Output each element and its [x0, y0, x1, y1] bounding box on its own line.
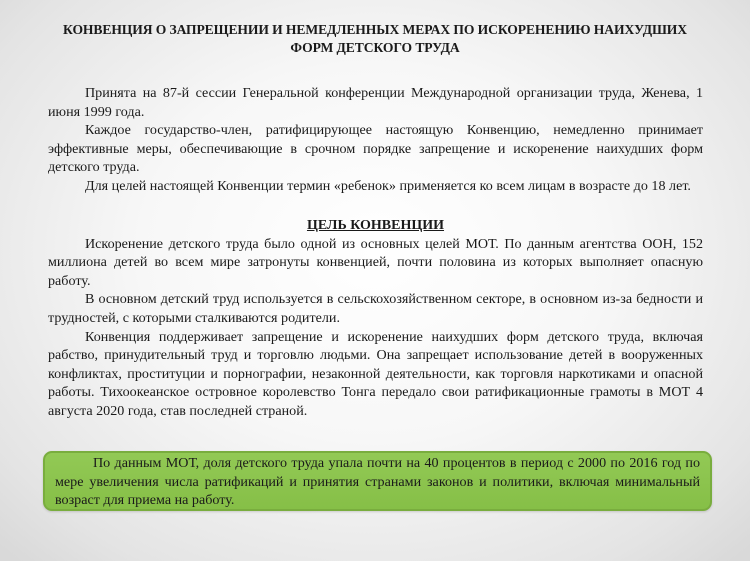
document-title: КОНВЕНЦИЯ О ЗАПРЕЩЕНИИ И НЕМЕДЛЕННЫХ МЕРАХ ПО ИСКОРЕНЕНИЮ НАИХУДШИХ ФОРМ ДЕТСКОГО ТРУДА: [63, 22, 687, 55]
highlight-callout-box: [43, 451, 712, 511]
intro-paragraph-child-definition: Для целей настоящей Конвенции термин «ребенок» применяется ко всем лицам в возрасте до 18 лет.: [85, 177, 691, 194]
section-paragraph-goal: Искоренение детского труда было одной из основных целей МОТ. По данным агентства ООН, 152 миллиона детей во всем мире затронуты конвенцией, почти половина из которых выполняет опасную работу.: [48, 235, 703, 289]
section-paragraph-prohibitions: Конвенция поддерживает запрещение и искоренение наихудших форм детского труда, включая рабство, принудительный труд и торговлю людьми. Она запрещает использование детей в вооруженных конфликтах, проституции и порнографии, незаконной деятельности, как торговля наркотиками и опасной работы. Тихоокеанское островное королевство Тонга передало свои ратификационные грамоты в МОТ 4 августа 2020 года, став последней страной.: [48, 328, 703, 419]
section-heading: ЦЕЛЬ КОНВЕНЦИИ: [306, 217, 445, 233]
intro-paragraph-adoption: Принята на 87-й сессии Генеральной конференции Международной организации труда, Женева, 1 июня 1999 года.: [48, 85, 703, 120]
document-body: [48, 84, 703, 421]
section-paragraph-agriculture: В основном детский труд используется в сельскохозяйственном секторе, в основном из-за бедности и трудностей, с которыми сталкиваются родители.: [48, 291, 703, 326]
intro-paragraph-obligation: Каждое государство-член, ратифицирующее настоящую Конвенцию, немедленно принимает эффективные меры, обеспечивающие в срочном порядке запрещение и искоренение наихудших форм детского труда.: [48, 122, 703, 176]
callout-text: По данным МОТ, доля детского труда упала почти на 40 процентов в период с 2000 по 2016 год по мере увеличения числа ратификаций и принятия странами законов и политики, включая минимальный возраст для приема на работу.: [55, 455, 700, 509]
